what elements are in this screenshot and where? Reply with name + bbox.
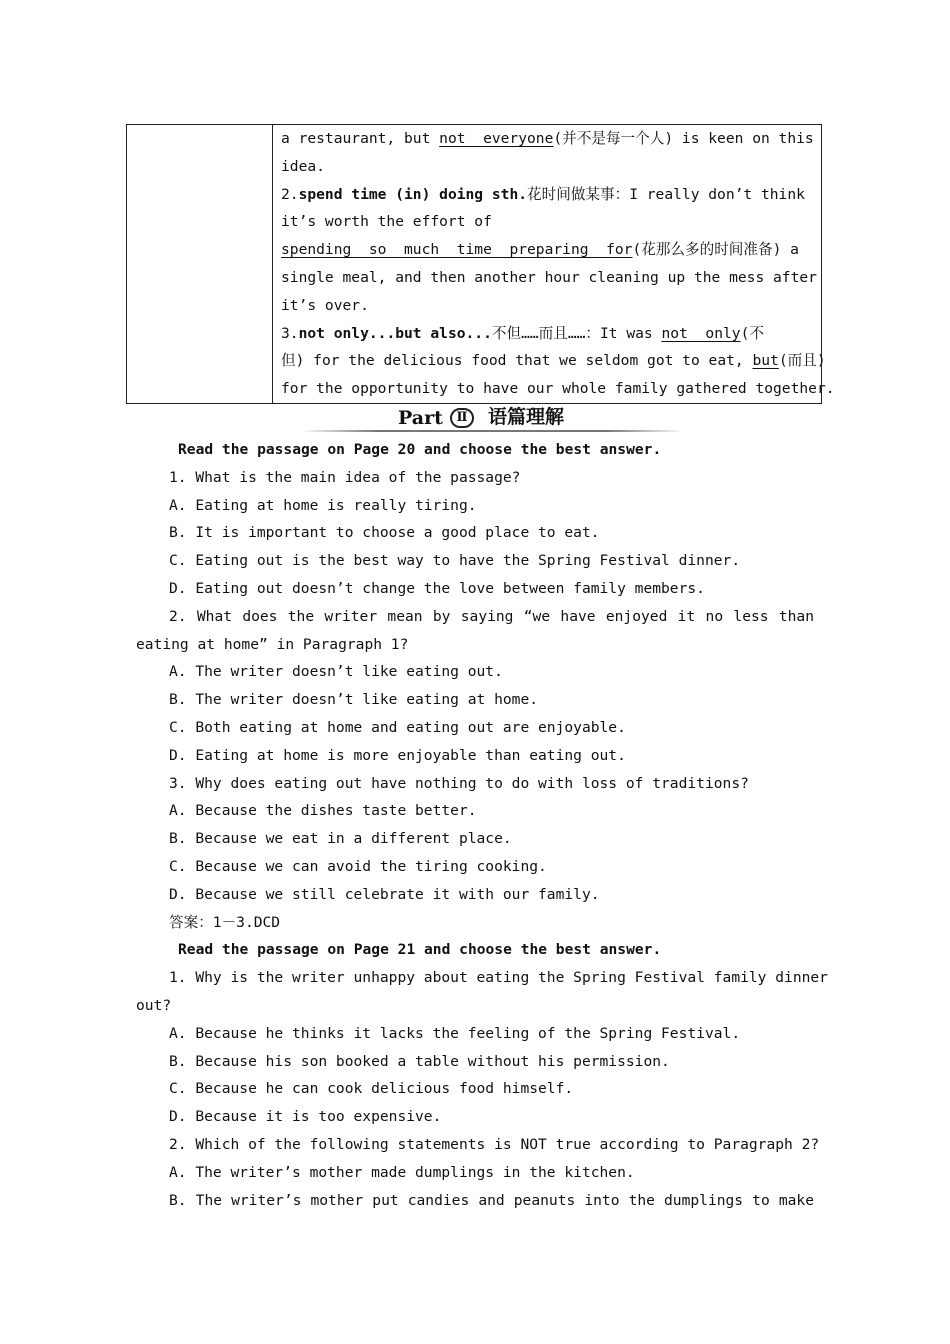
table-right-cell [273,125,835,403]
table-line [281,125,814,153]
question-line: 2. Which of the following statements is NOT true according to Paragraph 2? [169,1136,820,1153]
instruction-text: Read the passage on Page 20 and choose the best answer. [178,441,662,458]
part-label: Part [398,407,443,429]
table-text: (花那么多的时间准备) a [632,241,799,259]
bold-phrase: spend time (in) doing sth. [298,185,528,203]
table-text: it’s over. [281,296,369,314]
table-left-cell [127,125,273,403]
bold-phrase: not only...but also... [298,324,492,342]
question-line: C. Because he can cook delicious food himself. [169,1080,574,1098]
underlined-phrase: not everyone [439,130,554,147]
table-text: (不 [740,324,764,342]
question-line: A. Because he thinks it lacks the feeling of the Spring Festival. [169,1024,741,1042]
table-line [281,375,835,403]
table-line [281,320,811,348]
underlined-phrase: spending so much time preparing for [281,241,633,259]
part-header-rule [300,430,684,432]
question-line: A. The writer doesn’t like eating out. [169,663,503,681]
question-line: eating at home” in Paragraph 1? [136,635,409,653]
question-line: D. Eating out doesn’t change the love between family members. [169,580,705,597]
question-line: B. Because we eat in a different place. [169,830,512,848]
table-line [281,264,817,292]
table-text: idea. [281,157,325,175]
table-line [281,208,811,236]
table-text: a restaurant, but [281,130,440,147]
question-line: 1. What is the main idea of the passage? [169,468,521,486]
question-line: C. Because we can avoid the tiring cooking. [169,858,547,875]
table-text: (而且) [778,352,826,370]
table-text: 2. [281,185,299,203]
question-line: A. Eating at home is really tiring. [169,496,477,514]
question-line: A. Because the dishes taste better. [169,802,477,820]
underlined-phrase: not only [661,324,741,342]
question-line: 1. Why is the writer unhappy about eating the Spring Festival family dinner [169,969,828,987]
question-line: D. Because it is too expensive. [169,1108,442,1126]
answer-key: 答案：1－3.DCD [169,913,281,931]
table-text: 但) for the delicious food that we seldom got to eat, [281,352,753,370]
table-text: single meal, and then another hour cleaning up the mess after [281,269,817,286]
table-text: it’s worth the effort of [281,213,492,231]
question-line: 3. Why does eating out have nothing to do with loss of traditions? [169,774,749,792]
table-line [281,153,811,181]
instruction-text: Read the passage on Page 21 and choose the best answer. [178,941,662,959]
question-line: B. Because his son booked a table without his permission. [169,1052,670,1070]
question-line: C. Eating out is the best way to have the Spring Festival dinner. [169,552,741,570]
table-text: 花时间做某事：I really don’t think [527,185,805,203]
question-line: D. Eating at home is more enjoyable than eating out. [169,746,626,764]
question-line: C. Both eating at home and eating out are enjoyable. [169,719,626,736]
table-line [281,181,811,209]
part-title: 语篇理解 [488,406,565,428]
table-line [281,236,811,264]
question-line: B. The writer doesn’t like eating at home. [169,691,539,709]
question-line: 2. What does the writer mean by saying “we have enjoyed it no less than [169,607,814,625]
table-text: 3. [281,324,299,342]
table-line [281,347,826,375]
table-text: 不但……而且……：It was [491,324,662,342]
question-line: out? [136,997,172,1014]
part-header [300,404,684,434]
table-line [281,292,811,320]
question-line: D. Because we still celebrate it with our family. [169,885,600,903]
question-line: B. It is important to choose a good place to eat. [169,524,600,542]
question-line: A. The writer’s mother made dumplings in the kitchen. [169,1163,635,1181]
table-text: for the opportunity to have our whole family gathered together. [281,380,835,398]
vocabulary-table [126,124,835,404]
table-text: (并不是每一个人) is keen on this [553,130,814,147]
part-numeral-badge: Ⅱ [450,408,474,428]
question-line: B. The writer’s mother put candies and peanuts into the dumplings to make [169,1191,814,1209]
underlined-phrase: but [752,352,779,370]
